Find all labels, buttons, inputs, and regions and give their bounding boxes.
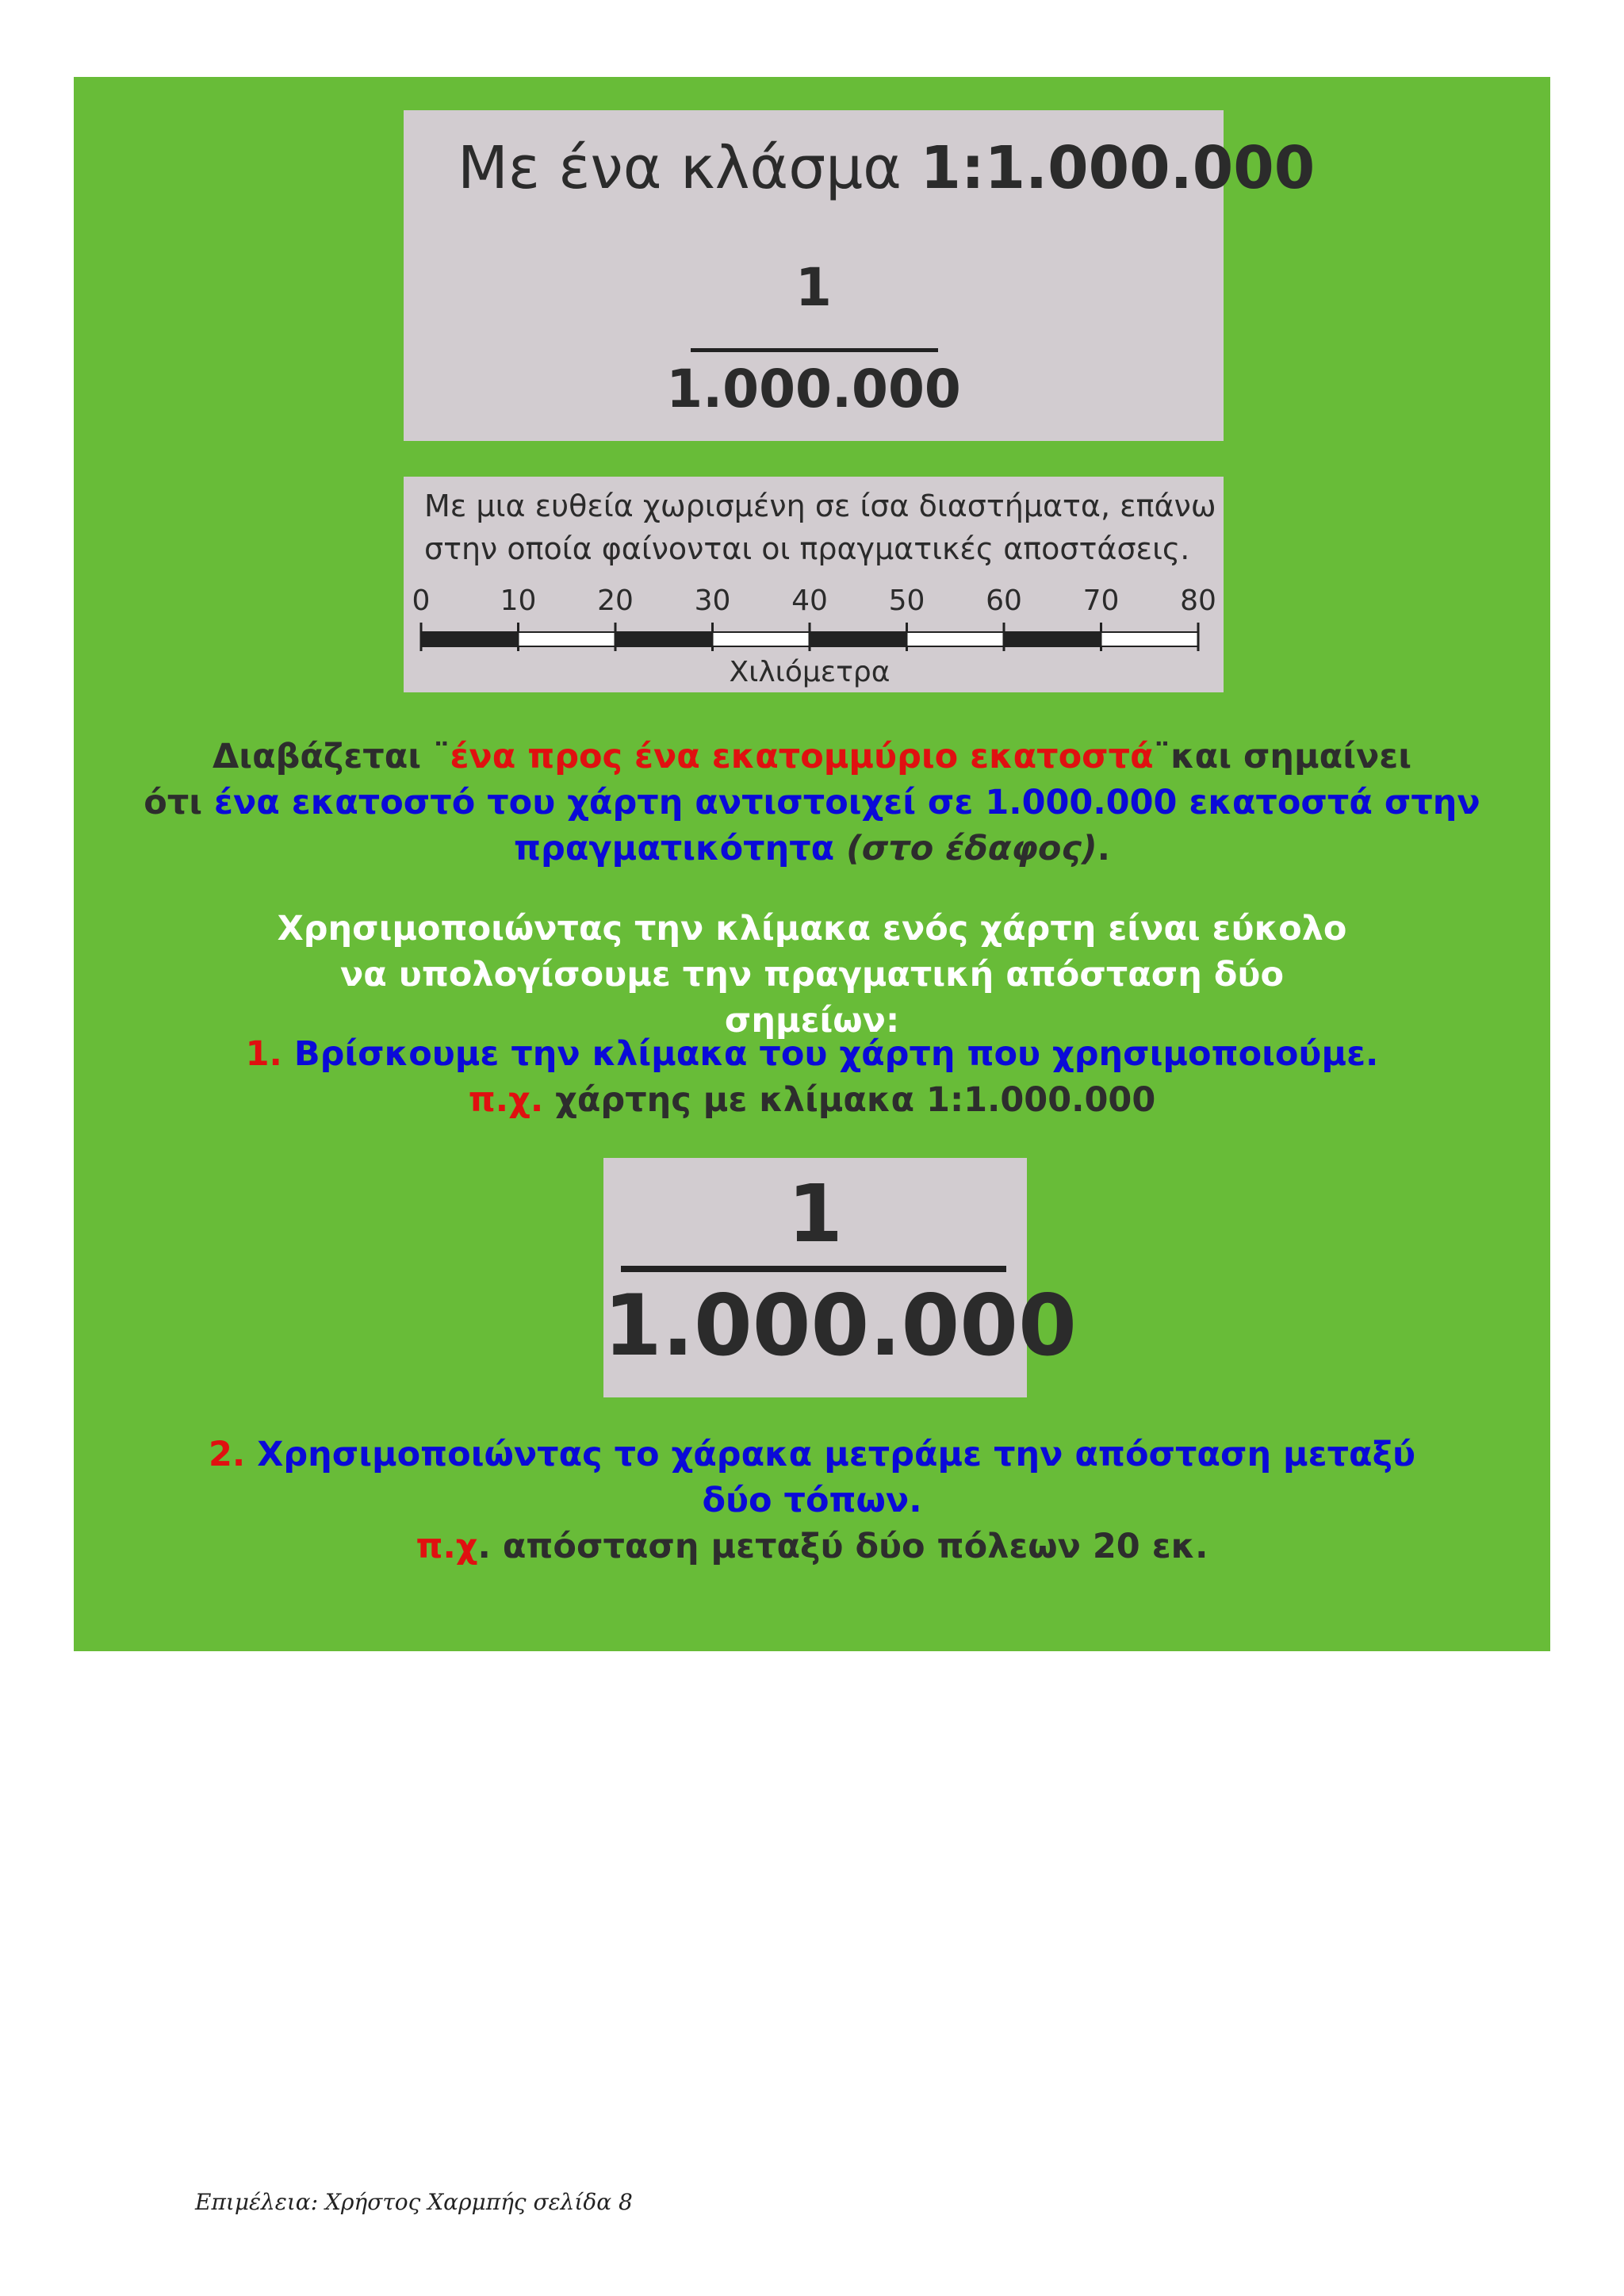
fraction-bar bbox=[691, 348, 938, 352]
explanation-paragraph bbox=[74, 734, 1550, 872]
scale-unit-label: Χιλιόμετρα bbox=[729, 656, 891, 688]
step1-text: Βρίσκουμε την κλίμακα του χάρτη που χρησιμοποιούμε. bbox=[282, 1034, 1379, 1074]
scale-tick-label: 0 bbox=[412, 585, 431, 617]
step2-eg: π.χ bbox=[416, 1527, 478, 1566]
scale-segment bbox=[519, 632, 616, 646]
scale-tick-label: 10 bbox=[500, 585, 537, 617]
scale-caption-line2: στην οποία φαίνονται οι πραγματικές αποστάσεις. bbox=[424, 531, 1190, 566]
scale-segment bbox=[907, 632, 1005, 646]
scale-tick-label: 50 bbox=[888, 585, 925, 617]
scale-tick-label: 30 bbox=[694, 585, 731, 617]
graphic-scale-image bbox=[404, 477, 1224, 692]
scale-tick-label: 70 bbox=[1082, 585, 1120, 617]
fraction2-bar bbox=[621, 1266, 1006, 1272]
p2-text: Χρησιμοποιώντας την κλίμακα ενός χάρτη είναι εύκολο να υπολογίσουμε την πραγματική απόσταση δύο σημείων: bbox=[277, 909, 1347, 1041]
p1-g: . bbox=[1097, 829, 1110, 868]
step-1 bbox=[74, 1031, 1550, 1123]
page-footer: Επιμέλεια: Χρήστος Χαρμπής σελίδα 8 bbox=[195, 2189, 633, 2215]
content-panel bbox=[74, 77, 1550, 1651]
step2-eg-text: . απόσταση μεταξύ δύο πόλεων 20 εκ. bbox=[477, 1527, 1208, 1566]
fraction-denominator: 1.000.000 bbox=[666, 358, 961, 420]
fraction-closeup-image bbox=[603, 1158, 1077, 1397]
scale-segment bbox=[421, 632, 519, 646]
scale-tick-label: 80 bbox=[1180, 585, 1216, 617]
fraction2-numerator: 1 bbox=[787, 1167, 843, 1260]
scale-tick-label: 40 bbox=[791, 585, 828, 617]
scale-segment bbox=[1101, 632, 1199, 646]
scale-segment bbox=[1004, 632, 1101, 646]
p1-d: ότι bbox=[144, 783, 215, 822]
step2-text: Χρησιμοποιώντας το χάρακα μετράμε την απόσταση μεταξύ δύο τόπων. bbox=[245, 1435, 1416, 1520]
scale-segment bbox=[713, 632, 810, 646]
scale-caption-line1: Με μια ευθεία χωρισμένη σε ίσα διαστήματα, επάνω bbox=[424, 489, 1216, 523]
step2-num: 2. bbox=[208, 1435, 246, 1474]
p1-a: Διαβάζεται ¨ bbox=[213, 737, 450, 776]
scale-segment bbox=[810, 632, 907, 646]
scale-bar bbox=[404, 477, 1224, 692]
fraction-title-prefix: Με ένα κλάσμα bbox=[458, 134, 902, 202]
p1-f: (στο έδαφος) bbox=[834, 829, 1097, 868]
step-2 bbox=[74, 1432, 1550, 1570]
intro-paragraph bbox=[74, 906, 1550, 1044]
scale-fraction-image bbox=[404, 110, 1316, 441]
p1-c: ¨και σημαίνει bbox=[1153, 737, 1411, 776]
fraction-title-ratio: 1:1.000.000 bbox=[920, 134, 1316, 202]
fraction2-denominator: 1.000.000 bbox=[603, 1277, 1077, 1374]
scale-tick-label: 20 bbox=[597, 585, 634, 617]
scale-tick-label: 60 bbox=[986, 585, 1022, 617]
step1-num: 1. bbox=[245, 1034, 282, 1074]
step1-eg: π.χ. bbox=[468, 1080, 544, 1120]
p1-e: ένα εκατοστό του χάρτη αντιστοιχεί σε 1.000.000 εκατοστά στην πραγματικότητα bbox=[214, 783, 1480, 868]
step1-eg-text: χάρτης με κλίμακα 1:1.000.000 bbox=[543, 1080, 1156, 1120]
scale-segment bbox=[615, 632, 713, 646]
fraction-numerator: 1 bbox=[795, 257, 832, 318]
p1-b: ένα προς ένα εκατομμύριο εκατοστά bbox=[450, 737, 1154, 776]
